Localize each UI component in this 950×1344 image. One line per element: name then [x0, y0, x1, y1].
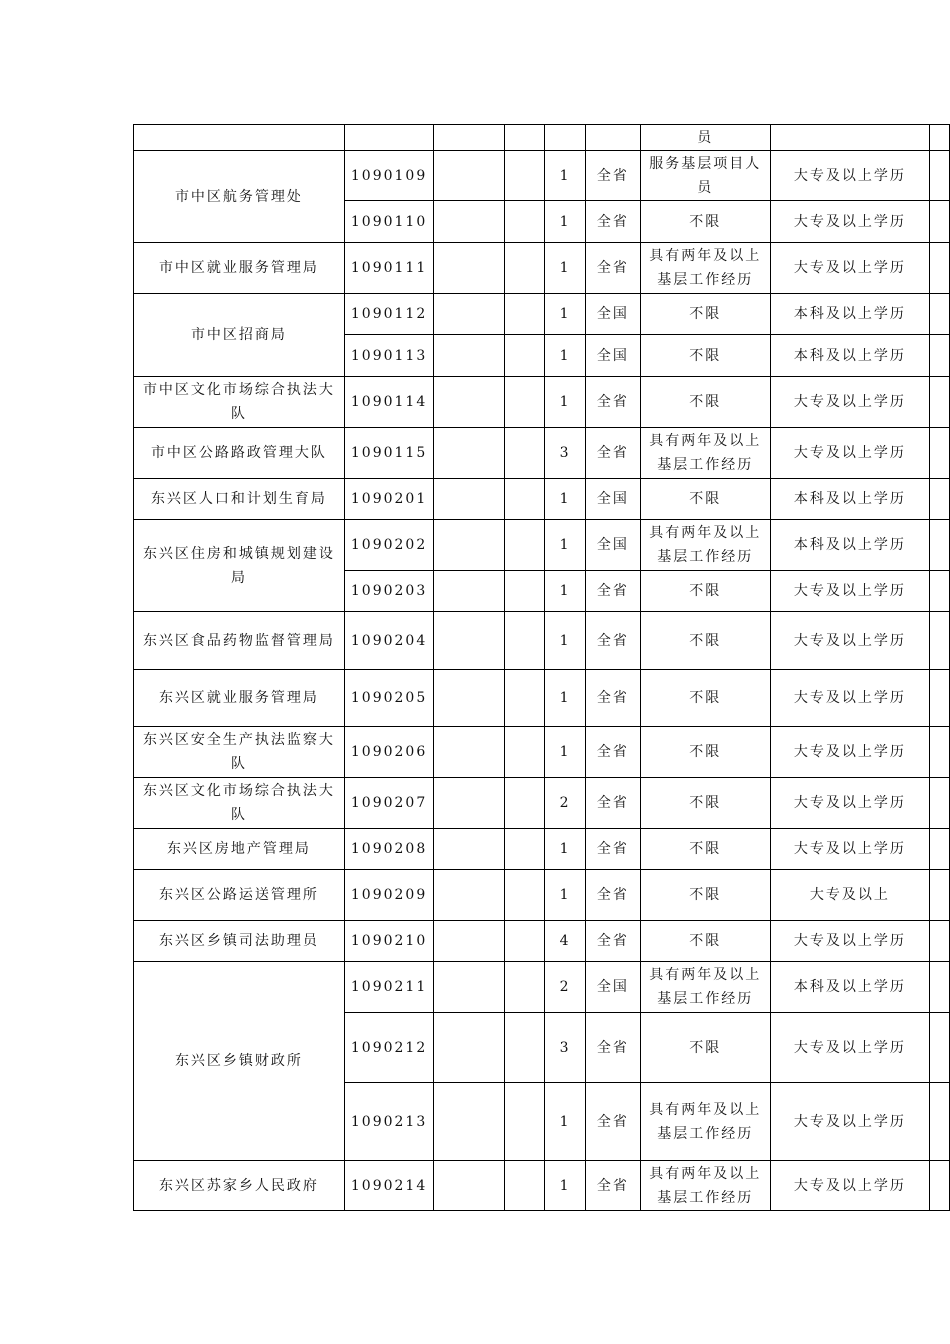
unit-cell: 东兴区乡镇司法助理员: [134, 921, 345, 962]
education-cell: 大专及以上学历: [770, 243, 930, 294]
cut-cell: [930, 377, 950, 428]
cut-cell: [930, 125, 950, 151]
condition-cell: 具有两年及以上基层工作经历: [640, 520, 770, 571]
cut-cell: [930, 870, 950, 921]
cut-cell: [930, 520, 950, 571]
unit-cell: 东兴区安全生产执法监察大队: [134, 727, 345, 778]
education-cell: 大专及以上学历: [770, 151, 930, 201]
blank-cell: [505, 778, 545, 829]
count-cell: 2: [545, 962, 585, 1013]
education-cell: 大专及以上学历: [770, 670, 930, 727]
scope-cell: 全省: [585, 670, 640, 727]
blank-cell: [434, 201, 505, 243]
code-cell: 1090109: [344, 151, 433, 201]
table-row: [134, 727, 950, 778]
blank-cell: [434, 727, 505, 778]
cut-cell: [930, 921, 950, 962]
count-cell: 1: [545, 670, 585, 727]
table-row: [134, 520, 950, 571]
cut-cell: [930, 727, 950, 778]
blank-cell: [434, 1161, 505, 1211]
blank-cell: [434, 243, 505, 294]
blank-cell: [505, 377, 545, 428]
count-cell: 1: [545, 1083, 585, 1161]
code-cell: [344, 125, 433, 151]
code-cell: 1090205: [344, 670, 433, 727]
scope-cell: 全省: [585, 377, 640, 428]
count-cell: 4: [545, 921, 585, 962]
code-cell: 1090115: [344, 428, 433, 479]
blank-cell: [505, 571, 545, 612]
blank-cell: [434, 612, 505, 670]
education-cell: 大专及以上学历: [770, 201, 930, 243]
unit-cell: 东兴区房地产管理局: [134, 829, 345, 870]
condition-cell: 不限: [640, 670, 770, 727]
unit-cell: 东兴区就业服务管理局: [134, 670, 345, 727]
code-cell: 1090212: [344, 1013, 433, 1083]
education-cell: [770, 125, 930, 151]
count-cell: 1: [545, 243, 585, 294]
table-row: [134, 962, 950, 1013]
scope-cell: 全省: [585, 870, 640, 921]
blank-cell: [434, 335, 505, 377]
cut-cell: [930, 335, 950, 377]
cut-cell: [930, 243, 950, 294]
table-row: [134, 428, 950, 479]
education-cell: 大专及以上学历: [770, 921, 930, 962]
blank-cell: [434, 1083, 505, 1161]
education-cell: 本科及以上学历: [770, 479, 930, 520]
table-row: [134, 870, 950, 921]
scope-cell: 全省: [585, 829, 640, 870]
condition-cell: 不限: [640, 829, 770, 870]
condition-cell: 不限: [640, 294, 770, 335]
unit-cell: 东兴区文化市场综合执法大队: [134, 778, 345, 829]
condition-cell: 不限: [640, 377, 770, 428]
blank-cell: [434, 479, 505, 520]
scope-cell: 全国: [585, 335, 640, 377]
education-cell: 大专及以上学历: [770, 727, 930, 778]
count-cell: 1: [545, 335, 585, 377]
count-cell: 1: [545, 829, 585, 870]
count-cell: 1: [545, 1161, 585, 1211]
count-cell: 1: [545, 612, 585, 670]
scope-cell: 全省: [585, 612, 640, 670]
blank-cell: [434, 921, 505, 962]
scope-cell: 全省: [585, 1083, 640, 1161]
cut-cell: [930, 612, 950, 670]
count-cell: 2: [545, 778, 585, 829]
blank-cell: [505, 243, 545, 294]
table-row: [134, 243, 950, 294]
code-cell: 1090209: [344, 870, 433, 921]
education-cell: 大专及以上学历: [770, 1083, 930, 1161]
blank-cell: [434, 294, 505, 335]
cut-cell: [930, 479, 950, 520]
condition-cell: 不限: [640, 571, 770, 612]
blank-cell: [505, 1083, 545, 1161]
condition-cell: 员: [640, 125, 770, 151]
education-cell: 大专及以上学历: [770, 778, 930, 829]
code-cell: 1090201: [344, 479, 433, 520]
cut-cell: [930, 1083, 950, 1161]
education-cell: 大专及以上学历: [770, 571, 930, 612]
code-cell: 1090113: [344, 335, 433, 377]
cut-cell: [930, 571, 950, 612]
code-cell: 1090214: [344, 1161, 433, 1211]
scope-cell: 全省: [585, 1161, 640, 1211]
scope-cell: 全省: [585, 151, 640, 201]
education-cell: 本科及以上学历: [770, 294, 930, 335]
scope-cell: 全国: [585, 520, 640, 571]
blank-cell: [434, 962, 505, 1013]
condition-cell: 不限: [640, 727, 770, 778]
condition-cell: 不限: [640, 1013, 770, 1083]
blank-cell: [434, 428, 505, 479]
count-cell: 3: [545, 428, 585, 479]
education-cell: 大专及以上学历: [770, 1013, 930, 1083]
scope-cell: 全省: [585, 428, 640, 479]
condition-cell: 服务基层项目人员: [640, 151, 770, 201]
unit-cell: 市中区公路路政管理大队: [134, 428, 345, 479]
education-cell: 大专及以上: [770, 870, 930, 921]
count-cell: 1: [545, 571, 585, 612]
blank-cell: [505, 870, 545, 921]
code-cell: 1090210: [344, 921, 433, 962]
unit-cell: 东兴区公路运送管理所: [134, 870, 345, 921]
cut-cell: [930, 1013, 950, 1083]
unit-cell: 市中区文化市场综合执法大队: [134, 377, 345, 428]
code-cell: 1090114: [344, 377, 433, 428]
table-row: [134, 377, 950, 428]
count-cell: 3: [545, 1013, 585, 1083]
condition-cell: 不限: [640, 921, 770, 962]
code-cell: 1090207: [344, 778, 433, 829]
blank-cell: [505, 125, 545, 151]
cut-cell: [930, 1161, 950, 1211]
blank-cell: [505, 962, 545, 1013]
unit-cell: 市中区招商局: [134, 294, 345, 377]
table-row: [134, 151, 950, 201]
cut-cell: [930, 670, 950, 727]
blank-cell: [505, 612, 545, 670]
blank-cell: [505, 921, 545, 962]
table-row: [134, 1161, 950, 1211]
code-cell: 1090206: [344, 727, 433, 778]
blank-cell: [505, 1161, 545, 1211]
count-cell: 1: [545, 151, 585, 201]
scope-cell: 全省: [585, 571, 640, 612]
condition-cell: 具有两年及以上基层工作经历: [640, 243, 770, 294]
blank-cell: [505, 151, 545, 201]
condition-cell: 不限: [640, 870, 770, 921]
code-cell: 1090213: [344, 1083, 433, 1161]
condition-cell: 具有两年及以上基层工作经历: [640, 1083, 770, 1161]
scope-cell: 全省: [585, 921, 640, 962]
table-row: [134, 921, 950, 962]
blank-cell: [505, 479, 545, 520]
recruitment-table: [133, 124, 950, 1211]
blank-cell: [434, 1013, 505, 1083]
condition-cell: 不限: [640, 335, 770, 377]
education-cell: 大专及以上学历: [770, 829, 930, 870]
blank-cell: [434, 571, 505, 612]
blank-cell: [505, 428, 545, 479]
cut-cell: [930, 829, 950, 870]
blank-cell: [434, 778, 505, 829]
code-cell: 1090111: [344, 243, 433, 294]
count-cell: 1: [545, 520, 585, 571]
condition-cell: 不限: [640, 201, 770, 243]
unit-cell: 东兴区住房和城镇规划建设局: [134, 520, 345, 612]
unit-cell: [134, 125, 345, 151]
blank-cell: [434, 870, 505, 921]
cut-cell: [930, 294, 950, 335]
table-row: [134, 294, 950, 335]
count-cell: 1: [545, 377, 585, 428]
blank-cell: [505, 335, 545, 377]
blank-cell: [434, 520, 505, 571]
scope-cell: 全省: [585, 201, 640, 243]
education-cell: 本科及以上学历: [770, 520, 930, 571]
blank-cell: [505, 829, 545, 870]
code-cell: 1090204: [344, 612, 433, 670]
education-cell: 大专及以上学历: [770, 428, 930, 479]
education-cell: 大专及以上学历: [770, 612, 930, 670]
count-cell: 1: [545, 727, 585, 778]
table-row: [134, 670, 950, 727]
blank-cell: [434, 670, 505, 727]
unit-cell: 东兴区食品药物监督管理局: [134, 612, 345, 670]
cut-cell: [930, 962, 950, 1013]
condition-cell: 不限: [640, 778, 770, 829]
blank-cell: [505, 201, 545, 243]
count-cell: 1: [545, 201, 585, 243]
scope-cell: [585, 125, 640, 151]
count-cell: 1: [545, 870, 585, 921]
unit-cell: 东兴区苏家乡人民政府: [134, 1161, 345, 1211]
blank-cell: [434, 151, 505, 201]
scope-cell: 全省: [585, 778, 640, 829]
blank-cell: [505, 670, 545, 727]
count-cell: [545, 125, 585, 151]
education-cell: 大专及以上学历: [770, 377, 930, 428]
table-row: [134, 612, 950, 670]
table-row: [134, 125, 950, 151]
blank-cell: [434, 377, 505, 428]
education-cell: 本科及以上学历: [770, 335, 930, 377]
education-cell: 大专及以上学历: [770, 1161, 930, 1211]
unit-cell: 市中区就业服务管理局: [134, 243, 345, 294]
code-cell: 1090208: [344, 829, 433, 870]
unit-cell: 市中区航务管理处: [134, 151, 345, 243]
table-row: [134, 829, 950, 870]
code-cell: 1090112: [344, 294, 433, 335]
cut-cell: [930, 428, 950, 479]
cut-cell: [930, 201, 950, 243]
blank-cell: [505, 1013, 545, 1083]
condition-cell: 具有两年及以上基层工作经历: [640, 962, 770, 1013]
blank-cell: [505, 294, 545, 335]
blank-cell: [434, 829, 505, 870]
scope-cell: 全省: [585, 1013, 640, 1083]
table-row: [134, 778, 950, 829]
education-cell: 本科及以上学历: [770, 962, 930, 1013]
blank-cell: [505, 727, 545, 778]
blank-cell: [434, 125, 505, 151]
unit-cell: 东兴区人口和计划生育局: [134, 479, 345, 520]
scope-cell: 全国: [585, 294, 640, 335]
cut-cell: [930, 778, 950, 829]
table-row: [134, 479, 950, 520]
condition-cell: 具有两年及以上基层工作经历: [640, 1161, 770, 1211]
condition-cell: 不限: [640, 479, 770, 520]
count-cell: 1: [545, 479, 585, 520]
blank-cell: [505, 520, 545, 571]
scope-cell: 全省: [585, 727, 640, 778]
count-cell: 1: [545, 294, 585, 335]
cut-cell: [930, 151, 950, 201]
scope-cell: 全国: [585, 962, 640, 1013]
code-cell: 1090203: [344, 571, 433, 612]
scope-cell: 全国: [585, 479, 640, 520]
unit-cell: 东兴区乡镇财政所: [134, 962, 345, 1161]
condition-cell: 具有两年及以上基层工作经历: [640, 428, 770, 479]
code-cell: 1090211: [344, 962, 433, 1013]
code-cell: 1090110: [344, 201, 433, 243]
scope-cell: 全省: [585, 243, 640, 294]
code-cell: 1090202: [344, 520, 433, 571]
condition-cell: 不限: [640, 612, 770, 670]
